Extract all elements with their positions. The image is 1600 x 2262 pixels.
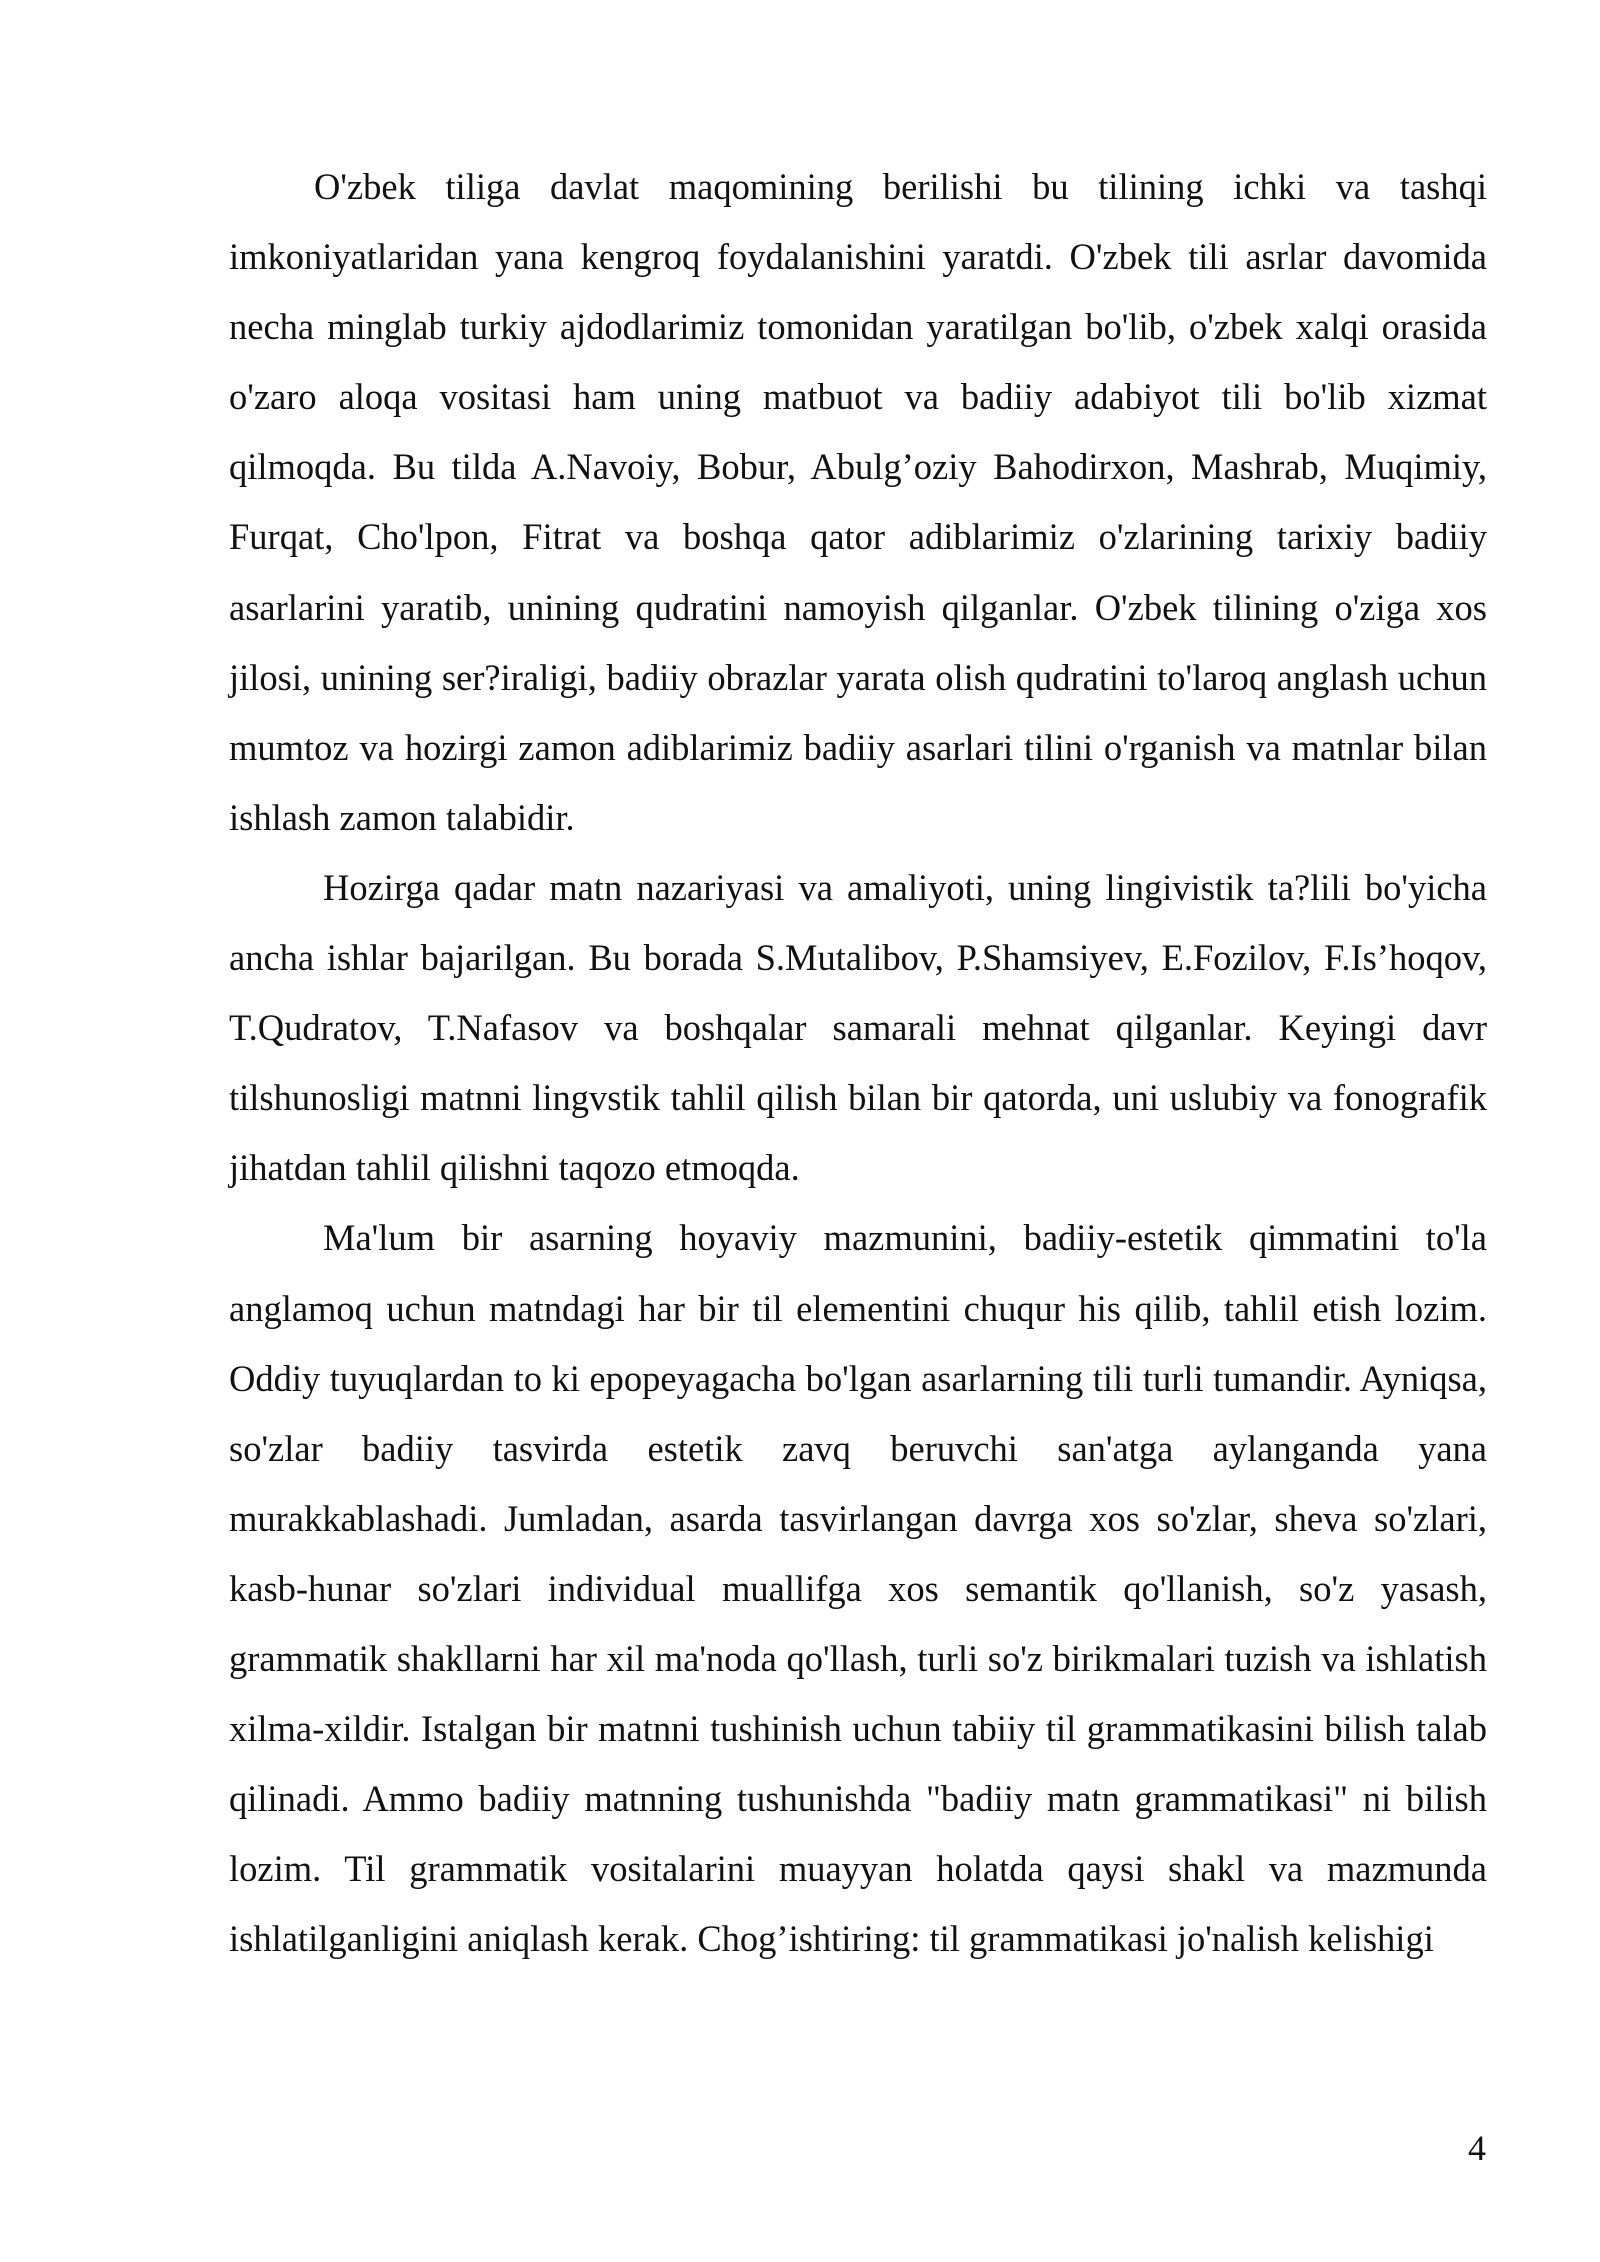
paragraph-2: Hozirga qadar matn nazariyasi va amaliyoti, uning lingivistik ta?lili bo'yicha ancha ishlar bajarilgan. Bu borada S.Mutalibov, P.Shamsiyev, E.Fozilov, F.Is’hoqov, T.Qudratov, T.Nafasov va boshqalar samarali mehnat qilganlar. Keyingi davr tilshunosligi matnni lingvstik tahlil qilish bilan bir qatorda, uni uslubiy va fonografik jihatdan tahlil qilishni taqozo etmoqda. xyxy=(229,866,1487,1189)
paragraph-1: O'zbek tiliga davlat maqomining berilishi bu tilining ichki va tashqi imkoniyatlaridan yana kengroq foydalanishini yaratdi. O'zbek tili asrlar davomida necha minglab turkiy ajdodlarimiz tomonidan yaratilgan bo'lib, o'zbek xalqi orasida o'zaro aloqa vositasi ham uning matbuot va badiiy adabiyot tili bo'lib xizmat qilmoqda. Bu tilda A.Navoiy, Bobur, Abulg’oziy Bahodirxon, Mashrab, Muqimiy, Furqat, Cho'lpon, Fitrat va boshqa qator adiblarimiz o'zlarining tarixiy badiiy asarlarini yaratib, unining qudratini namoyish qilganlar. O'zbek tilining o'ziga xos jilosi, unining ser?iraligi, badiiy obrazlar yarata olish qudratini to'laroq anglash uchun mumtoz va hozirgi zamon adiblarimiz badiiy asarlari tilini o'rganish va matnlar bilan ishlash zamon talabidir. xyxy=(229,166,1487,838)
body-text xyxy=(229,152,1487,1974)
paragraph-3: Ma'lum bir asarning hoyaviy mazmunini, badiiy-estetik qimmatini to'la anglamoq uchun matndagi har bir til elementini chuqur his qilib, tahlil etish lozim. Oddiy tuyuqlardan to ki epopeyagacha bo'lgan asarlarning tili turli tumandir. Ayniqsa, so'zlar badiiy tasvirda estetik zavq beruvchi san'atga aylanganda yana murakkablashadi. Jumladan, asarda tasvirlangan davrga xos so'zlar, sheva so'zlari, kasb-hunar so'zlari individual muallifga xos semantik qo'llanish, so'z yasash, grammatik shakllarni har xil ma'noda qo'llash, turli so'z birikmalari tuzish va ishlatish xilma-xildir. Istalgan bir matnni tushinish uchun tabiiy til grammatikasini bilish talab qilinadi. Ammo badiiy matnning tushunishda "badiiy matn grammatikasi" ni bilish lozim. Til grammatik vositalarini muayyan holatda qaysi shakl va mazmunda ishlatilganligini aniqlash kerak. Chog’ishtiring: til grammatikasi jo'nalish kelishigi xyxy=(229,1217,1487,1960)
page-number: 4 xyxy=(1468,2128,1486,2168)
